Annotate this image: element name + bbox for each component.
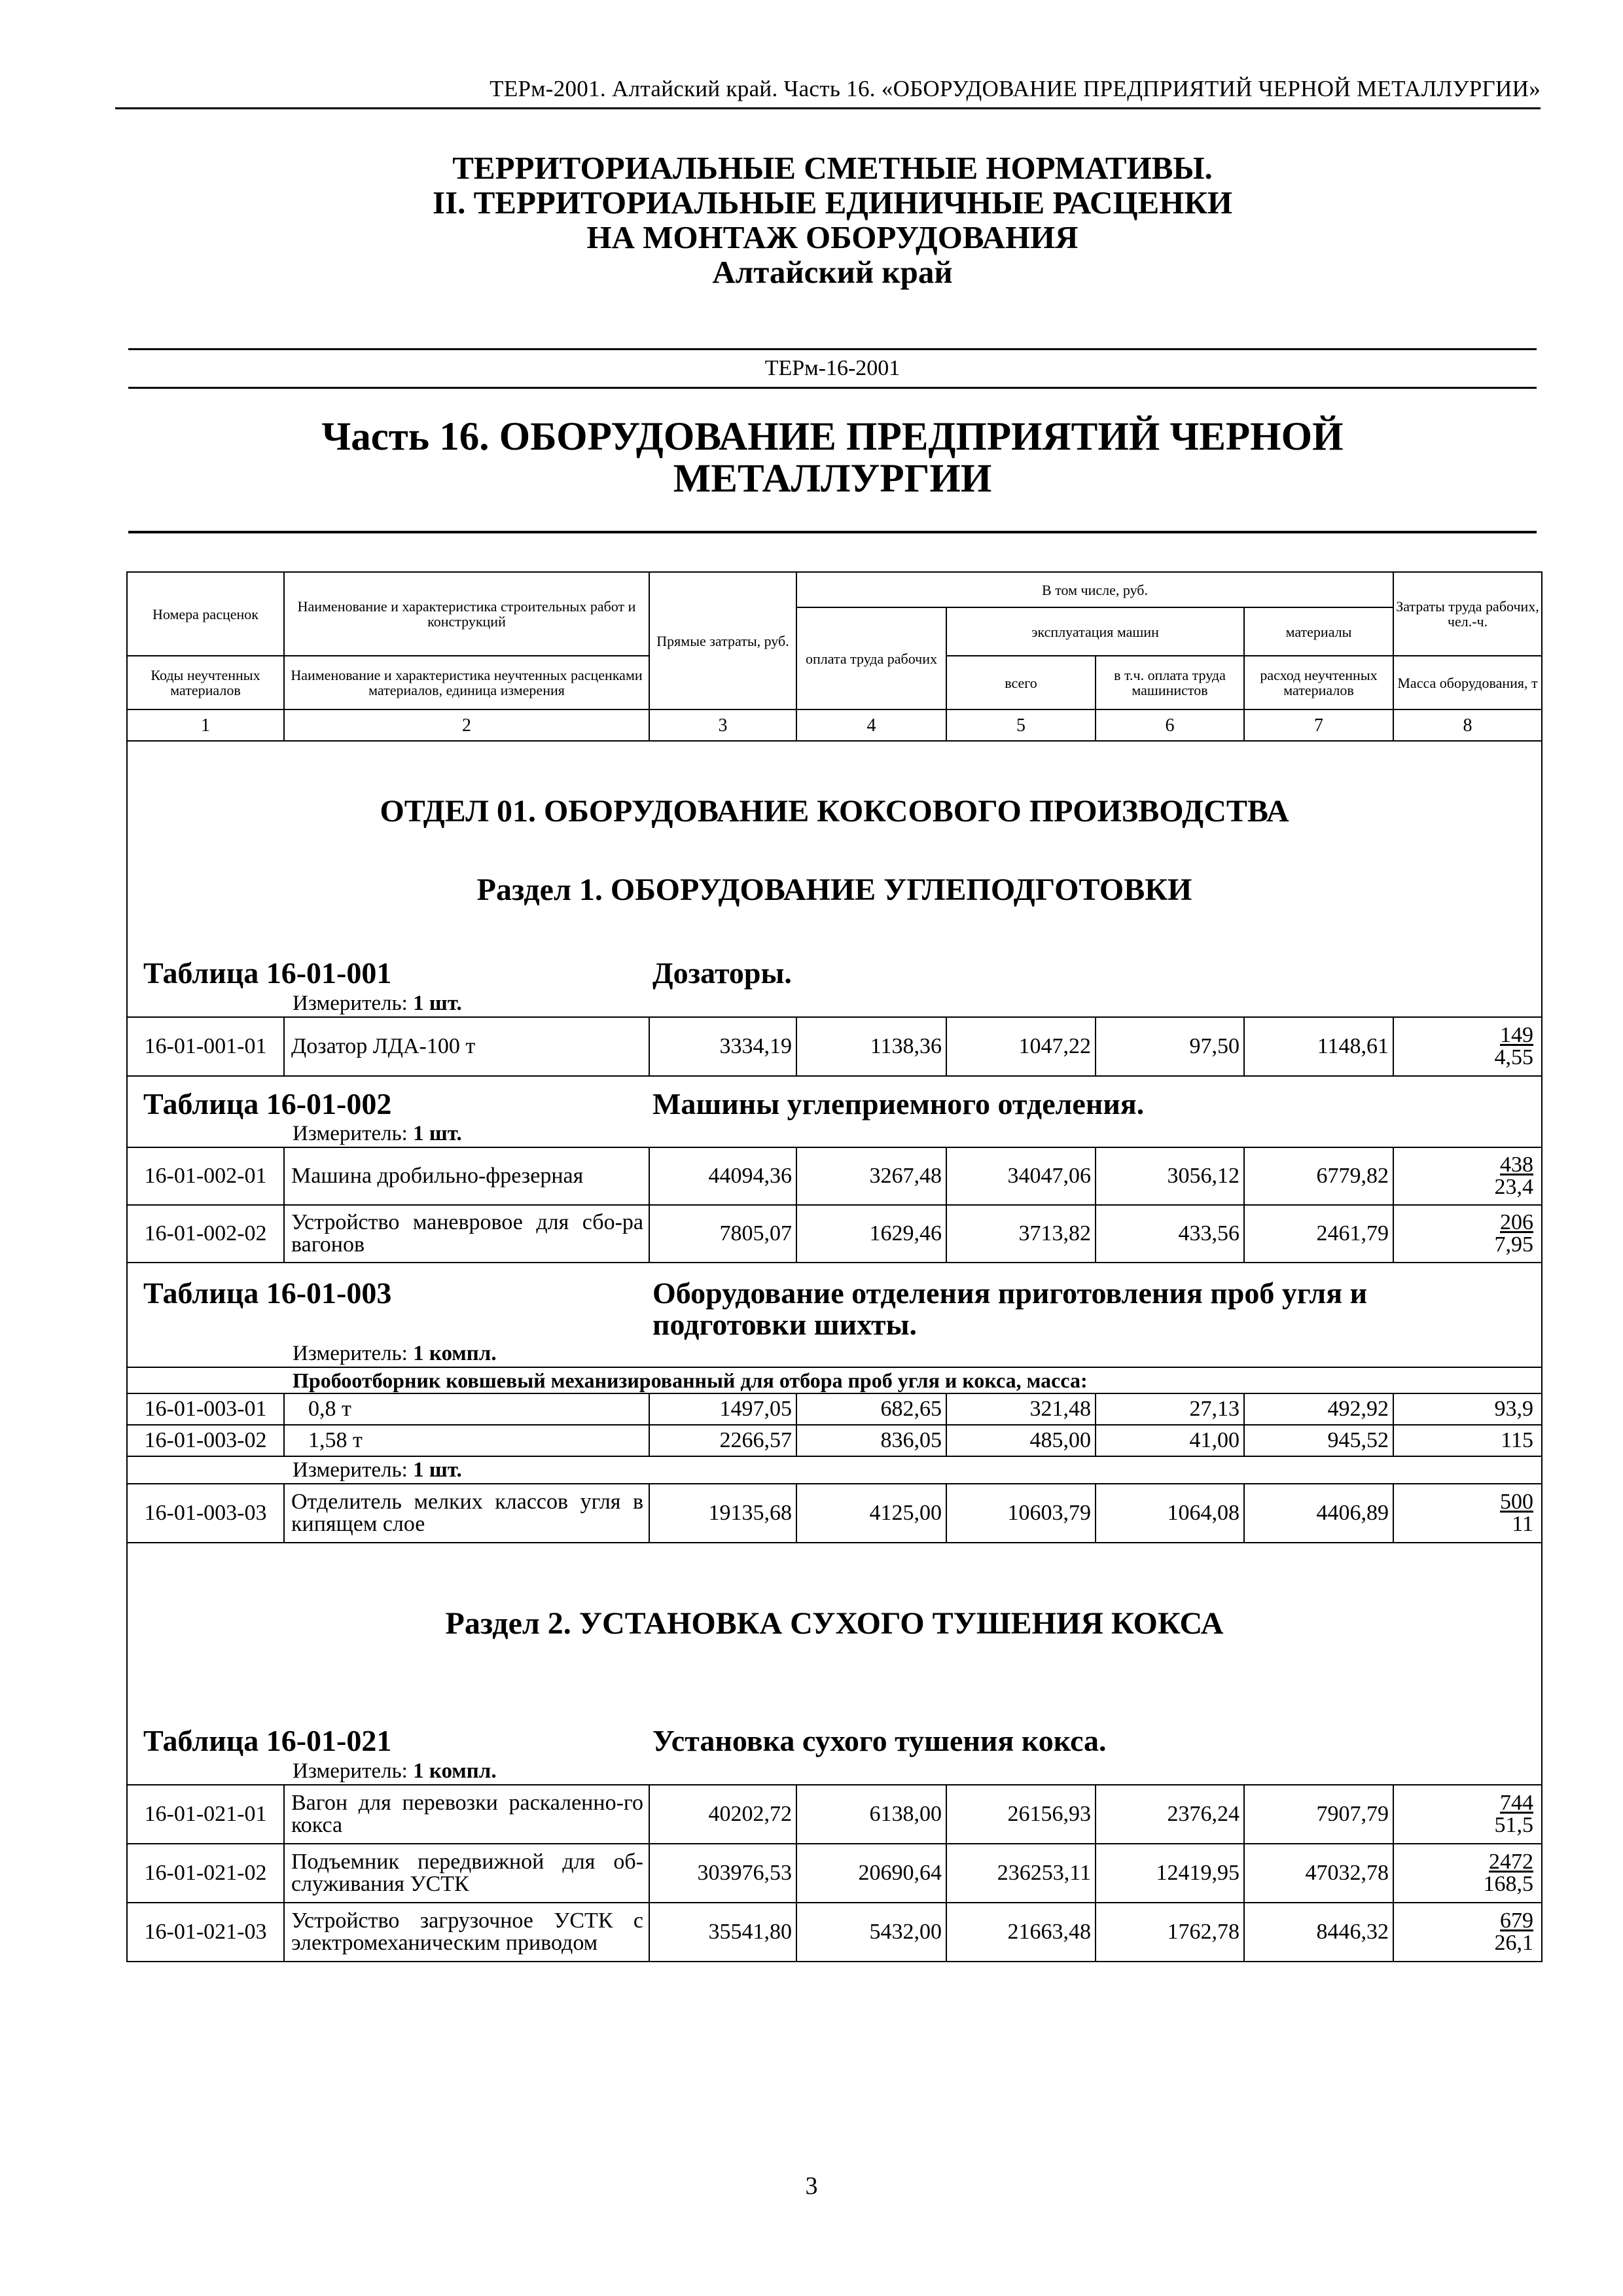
col-material-name: Наименование и характеристика неучтенных расценками материалов, единица измерения [284, 656, 649, 709]
rate-name: Устройство маневровое для сбо-ра вагонов [284, 1205, 649, 1263]
machines-total: 3713,82 [946, 1205, 1096, 1263]
rate-name: Дозатор ЛДА-100 т [284, 1017, 649, 1076]
col-machines-total: всего [946, 656, 1096, 709]
labor-value: 679 [1500, 1909, 1533, 1933]
rate-code: 16-01-003-02 [127, 1425, 284, 1456]
rate-name: Вагон для перевозки раскаленно-го кокса [284, 1785, 649, 1844]
column-number: 6 [1096, 709, 1244, 741]
rate-code: 16-01-002-02 [127, 1205, 284, 1263]
materials: 7907,79 [1244, 1785, 1393, 1844]
mass-value: 26,1 [1494, 1931, 1533, 1955]
machines-total: 34047,06 [946, 1147, 1096, 1205]
unit-line [127, 1758, 1542, 1785]
department-heading: ОТДЕЛ 01. ОБОРУДОВАНИЕ КОКСОВОГО ПРОИЗВОДСТВА [127, 741, 1542, 834]
materials: 6779,82 [1244, 1147, 1393, 1205]
running-header: ТЕРм-2001. Алтайский край. Часть 16. «ОБОРУДОВАНИЕ ПРЕДПРИЯТИЙ ЧЕРНОЙ МЕТАЛЛУРГИИ» [115, 71, 1541, 109]
rates-table [126, 571, 1543, 1962]
rate-name: Отделитель мелких классов угля в кипящем слое [284, 1484, 649, 1543]
labor-value: 500 [1500, 1490, 1533, 1514]
direct-costs: 3334,19 [649, 1017, 796, 1076]
machines-total: 26156,93 [946, 1785, 1096, 1844]
col-work-name: Наименование и характеристика строительных работ и конструкций [284, 572, 649, 656]
labor-value: 2472 [1489, 1850, 1533, 1874]
machinist-wages: 12419,95 [1096, 1844, 1244, 1903]
table-row [127, 1017, 1542, 1076]
column-number: 2 [284, 709, 649, 741]
direct-costs: 35541,80 [649, 1903, 796, 1962]
column-number: 4 [796, 709, 946, 741]
machinist-wages: 97,50 [1096, 1017, 1244, 1076]
rate-code: 16-01-003-03 [127, 1484, 284, 1543]
col-rate-numbers: Номера расценок [127, 572, 284, 656]
table-row [127, 1147, 1542, 1205]
unit-line [127, 1456, 1542, 1484]
wages: 1138,36 [796, 1017, 946, 1076]
table-heading [127, 1725, 1542, 1758]
mass-value: 115 [1393, 1425, 1542, 1456]
table-heading [127, 958, 1542, 990]
table-name: Дозаторы. [652, 956, 792, 990]
column-number: 3 [649, 709, 796, 741]
machinist-wages: 1762,78 [1096, 1903, 1244, 1962]
materials: 945,52 [1244, 1425, 1393, 1456]
document-title [128, 151, 1537, 289]
table-number: Таблица 16-01-003 [143, 1276, 392, 1310]
table-row [127, 1425, 1542, 1456]
spacer [127, 1652, 1542, 1725]
materials: 1148,61 [1244, 1017, 1393, 1076]
col-wages: оплата труда рабочих [796, 607, 946, 709]
direct-costs: 1497,05 [649, 1393, 796, 1425]
direct-costs: 303976,53 [649, 1844, 796, 1903]
table-name-line: подготовки шихты. [652, 1308, 917, 1341]
divider [128, 531, 1537, 533]
labor-mass-cell [1393, 1903, 1542, 1962]
direct-costs: 40202,72 [649, 1785, 796, 1844]
part-title [128, 416, 1537, 500]
unit-value: 1 компл. [413, 1759, 497, 1783]
materials: 47032,78 [1244, 1844, 1393, 1903]
table-row [127, 1484, 1542, 1543]
table-row [127, 1205, 1542, 1263]
labor-mass-cell [1393, 1205, 1542, 1263]
machines-total: 21663,48 [946, 1903, 1096, 1962]
machines-total: 10603,79 [946, 1484, 1096, 1543]
labor-mass-cell [1393, 1844, 1542, 1903]
rate-name: Подъемник передвижной для об-служивания УСТК [284, 1844, 649, 1903]
title-line: ТЕРРИТОРИАЛЬНЫЕ СМЕТНЫЕ НОРМАТИВЫ. [452, 150, 1213, 186]
wages: 4125,00 [796, 1484, 946, 1543]
unit-line [127, 1121, 1542, 1147]
unit-value: 1 шт. [413, 992, 462, 1015]
mass-value: 23,4 [1494, 1175, 1533, 1199]
unit-value: 1 шт. [413, 1122, 462, 1145]
unit-label: Измеритель: [293, 1458, 408, 1482]
rate-code: 16-01-002-01 [127, 1147, 284, 1205]
col-direct-costs: Прямые затраты, руб. [649, 572, 796, 709]
rate-name: 0,8 т [284, 1393, 649, 1425]
machinist-wages: 41,00 [1096, 1425, 1244, 1456]
mass-value: 51,5 [1494, 1813, 1533, 1837]
column-number: 7 [1244, 709, 1393, 741]
materials: 492,92 [1244, 1393, 1393, 1425]
machines-total: 485,00 [946, 1425, 1096, 1456]
table-name: Машины углеприемного отделения. [652, 1087, 1145, 1121]
document-code: ТЕРм-16-2001 [128, 348, 1537, 389]
unit-value: 1 компл. [413, 1342, 497, 1365]
spacer [127, 918, 1542, 958]
col-including: В том числе, руб. [796, 572, 1393, 607]
table-row [127, 1903, 1542, 1962]
labor-mass-cell [1393, 1484, 1542, 1543]
machinist-wages: 2376,24 [1096, 1785, 1244, 1844]
machinist-wages: 1064,08 [1096, 1484, 1244, 1543]
mass-value: 11 [1512, 1512, 1533, 1536]
title-line: II. ТЕРРИТОРИАЛЬНЫЕ ЕДИНИЧНЫЕ РАСЦЕНКИ [432, 185, 1233, 221]
wages: 1629,46 [796, 1205, 946, 1263]
title-line: НА МОНТАЖ ОБОРУДОВАНИЯ [586, 219, 1079, 255]
unit-value: 1 шт. [413, 1458, 462, 1482]
materials: 4406,89 [1244, 1484, 1393, 1543]
col-unaccounted-materials: расход неучтенных материалов [1244, 656, 1393, 709]
part-title-line: МЕТАЛЛУРГИИ [673, 457, 992, 501]
col-machinist-wages: в т.ч. оплата труда машинистов [1096, 656, 1244, 709]
machinist-wages: 27,13 [1096, 1393, 1244, 1425]
unit-label: Измеритель: [293, 992, 408, 1015]
col-materials: материалы [1244, 607, 1393, 656]
mass-value: 4,55 [1494, 1045, 1533, 1069]
col-material-codes: Коды неучтенных материалов [127, 656, 284, 709]
col-labor: Затраты труда рабочих, чел.-ч. [1393, 572, 1542, 656]
table-name-line: Оборудование отделения приготовления проб угля и [652, 1276, 1368, 1310]
machinist-wages: 433,56 [1096, 1205, 1244, 1263]
page-number: 3 [805, 2172, 818, 2200]
rate-code: 16-01-021-02 [127, 1844, 284, 1903]
labor-mass-cell [1393, 1785, 1542, 1844]
mass-value: 168,5 [1483, 1872, 1533, 1896]
unit-label: Измеритель: [293, 1122, 408, 1145]
column-number: 1 [127, 709, 284, 741]
materials: 8446,32 [1244, 1903, 1393, 1962]
mass-value: 7,95 [1494, 1232, 1533, 1257]
wages: 836,05 [796, 1425, 946, 1456]
direct-costs: 7805,07 [649, 1205, 796, 1263]
section-heading: Раздел 1. ОБОРУДОВАНИЕ УГЛЕПОДГОТОВКИ [127, 834, 1542, 918]
table-row [127, 1393, 1542, 1425]
machinist-wages: 3056,12 [1096, 1147, 1244, 1205]
part-title-line: Часть 16. ОБОРУДОВАНИЕ ПРЕДПРИЯТИЙ ЧЕРНОЙ [321, 415, 1344, 459]
labor-value: 206 [1500, 1210, 1533, 1234]
table-name: Установка сухого тушения кокса. [652, 1724, 1107, 1757]
rate-name: Машина дробильно-фрезерная [284, 1147, 649, 1205]
machines-total: 1047,22 [946, 1017, 1096, 1076]
table-row [127, 1844, 1542, 1903]
wages: 6138,00 [796, 1785, 946, 1844]
direct-costs: 44094,36 [649, 1147, 796, 1205]
machines-total: 236253,11 [946, 1844, 1096, 1903]
labor-mass-cell [1393, 1017, 1542, 1076]
wages: 682,65 [796, 1393, 946, 1425]
table-number: Таблица 16-01-021 [143, 1724, 392, 1757]
direct-costs: 2266,57 [649, 1425, 796, 1456]
group-heading: Пробоотборник ковшевый механизированный для отбора проб угля и кокса, масса: [127, 1367, 1542, 1393]
table-row [127, 1785, 1542, 1844]
title-region: Алтайский край [712, 254, 953, 290]
mass-value: 93,9 [1393, 1393, 1542, 1425]
table-heading [127, 1076, 1542, 1121]
labor-value: 744 [1500, 1791, 1533, 1815]
unit-line [127, 990, 1542, 1017]
rate-name: Устройство загрузочное УСТК с электромеханическим приводом [284, 1903, 649, 1962]
table-number: Таблица 16-01-001 [143, 956, 392, 990]
rate-code: 16-01-003-01 [127, 1393, 284, 1425]
section-heading: Раздел 2. УСТАНОВКА СУХОГО ТУШЕНИЯ КОКСА [127, 1543, 1542, 1652]
col-machine-ops: эксплуатация машин [946, 607, 1244, 656]
labor-value: 438 [1500, 1153, 1533, 1177]
wages: 5432,00 [796, 1903, 946, 1962]
rate-code: 16-01-021-03 [127, 1903, 284, 1962]
labor-mass-cell [1393, 1147, 1542, 1205]
column-number: 8 [1393, 709, 1542, 741]
rate-name: 1,58 т [284, 1425, 649, 1456]
table-heading [127, 1263, 1542, 1340]
col-equipment-mass: Масса оборудования, т [1393, 656, 1542, 709]
rate-code: 16-01-001-01 [127, 1017, 284, 1076]
table-number: Таблица 16-01-002 [143, 1087, 392, 1121]
materials: 2461,79 [1244, 1205, 1393, 1263]
machines-total: 321,48 [946, 1393, 1096, 1425]
wages: 3267,48 [796, 1147, 946, 1205]
unit-label: Измеритель: [293, 1759, 408, 1783]
column-number: 5 [946, 709, 1096, 741]
labor-value: 149 [1500, 1023, 1533, 1047]
direct-costs: 19135,68 [649, 1484, 796, 1543]
unit-label: Измеритель: [293, 1342, 408, 1365]
wages: 20690,64 [796, 1844, 946, 1903]
unit-line [127, 1340, 1542, 1367]
rate-code: 16-01-021-01 [127, 1785, 284, 1844]
